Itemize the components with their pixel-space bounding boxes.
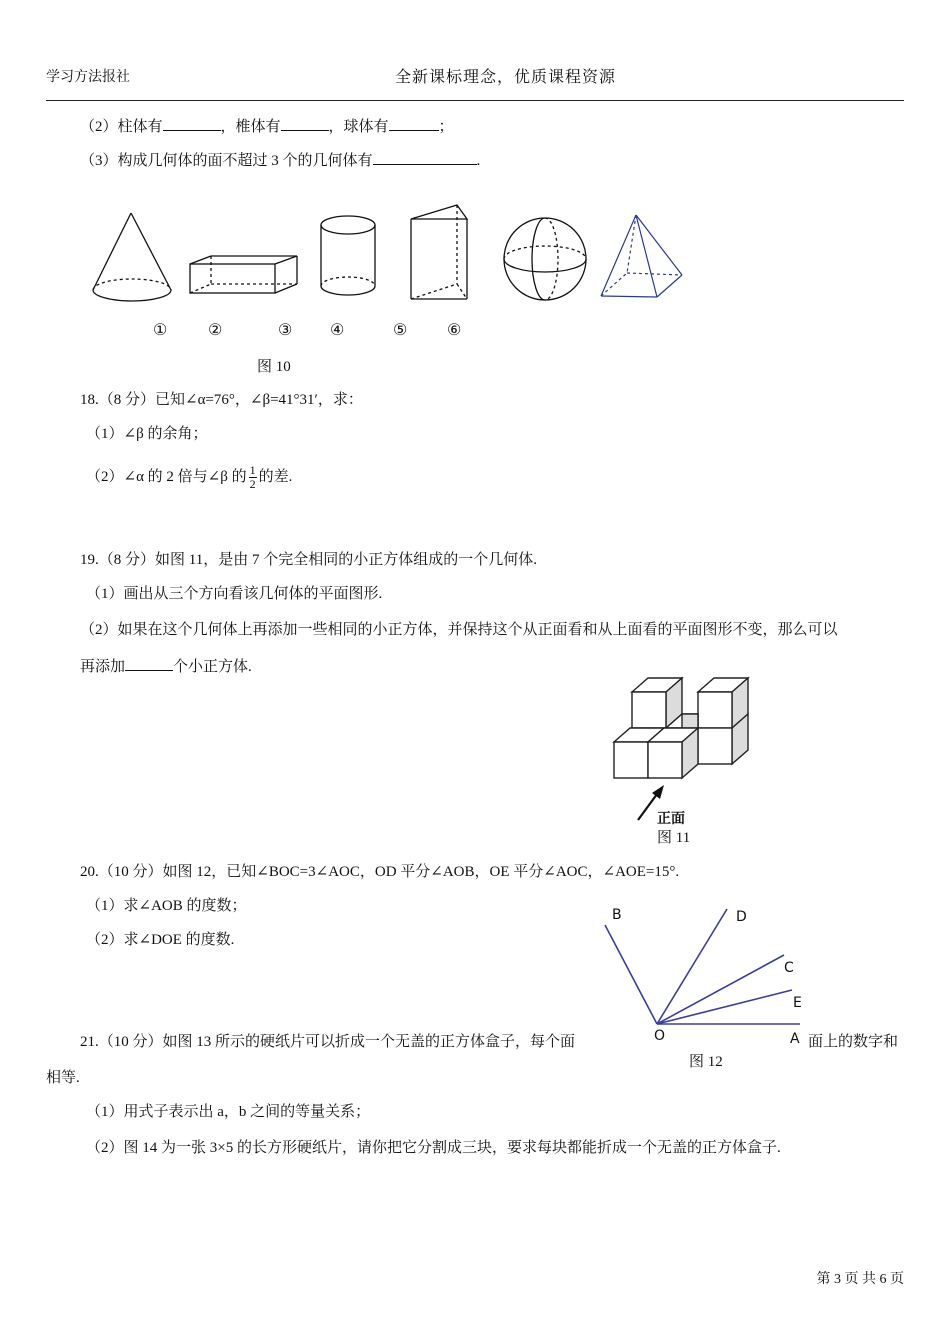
front-view-label: 正面 (657, 811, 685, 827)
q20-part1: （1）求∠AOB 的度数； (86, 898, 247, 914)
q17-part2-sep2: ，球体有 (328, 119, 389, 135)
solid-label-2: ② (208, 322, 223, 339)
q18-part2-prefix: （2）∠α 的 2 倍与∠β 的 (86, 469, 247, 485)
point-label-E: E (793, 995, 802, 1011)
ray-OC (657, 955, 784, 1024)
solid-label-4: ④ (330, 322, 345, 339)
q18-part1: （1）∠β 的余角； (86, 426, 208, 442)
point-label-O: O (654, 1028, 666, 1044)
q21-stem-right: 面上的数字和 (808, 1034, 899, 1050)
q19-part2-prefix: 再添加 (80, 659, 126, 675)
ray-OD (657, 909, 727, 1024)
point-label-C: C (784, 960, 794, 976)
q20-stem: 20.（10 分）如图 12，已知∠BOC=3∠AOC，OD 平分∠AOB，OE 平分∠AOC，∠AOE=15°. (80, 864, 680, 880)
q21-stem-line2: 相等. (46, 1070, 80, 1086)
fraction-numerator: 1 (249, 463, 256, 478)
q18-stem: 18.（8 分）已知∠α=76°，∠β=41°31′，求： (80, 392, 363, 408)
point-label-D: D (736, 909, 747, 925)
figure-11-caption: 图 11 (657, 830, 691, 846)
solid-label-6: ⑥ (447, 322, 462, 339)
q21-part1: （1）用式子表示出 a，b 之间的等量关系； (86, 1104, 371, 1120)
q19-part2-line1: （2）如果在这个几何体上再添加一些相同的小正方体，并保持这个从正面看和从上面看的平面图形不变，那么可以 (80, 622, 838, 638)
solid-label-1: ① (153, 322, 168, 339)
q19-part2-suffix: 个小正方体. (173, 659, 252, 675)
solid-label-5: ⑤ (393, 322, 408, 339)
header-slogan: 全新课标理念，优质课程资源 (395, 69, 617, 86)
q17-part2-sep1: ，椎体有 (220, 119, 281, 135)
q17-part3-end: . (476, 153, 481, 169)
q17-part2-end: ； (438, 119, 454, 135)
page-number: 第 3 页 共 6 页 (816, 1272, 904, 1287)
solid-label-3: ③ (278, 322, 293, 339)
figure-10-caption: 图 10 (257, 359, 291, 375)
ray-OE (657, 990, 792, 1024)
fraction-denominator: 2 (249, 477, 256, 492)
ray-OB (605, 925, 657, 1024)
point-label-A: A (790, 1031, 800, 1047)
q21-stem-left: 21.（10 分）如图 13 所示的硬纸片可以折成一个无盖的正方体盒子，每个面 (80, 1034, 576, 1050)
figure-12-caption: 图 12 (689, 1054, 723, 1070)
q17-part2-prefix: （2）柱体有 (80, 119, 163, 135)
q18-part2-suffix: 的差. (258, 469, 293, 485)
q19-stem: 19.（8 分）如图 11，是由 7 个完全相同的小正方体组成的一个几何体. (80, 552, 537, 568)
q20-part2: （2）求∠DOE 的度数. (86, 932, 235, 948)
point-label-B: B (612, 907, 622, 923)
q17-part3-prefix: （3）构成几何体的面不超过 3 个的几何体有 (80, 153, 373, 169)
q21-part2: （2）图 14 为一张 3×5 的长方形硬纸片，请你把它分割成三块，要求每块都能折成一个无盖的正方体盒子. (86, 1140, 781, 1156)
header-publisher: 学习方法报社 (46, 70, 130, 85)
q19-part1: （1）画出从三个方向看该几何体的平面图形. (86, 586, 383, 602)
